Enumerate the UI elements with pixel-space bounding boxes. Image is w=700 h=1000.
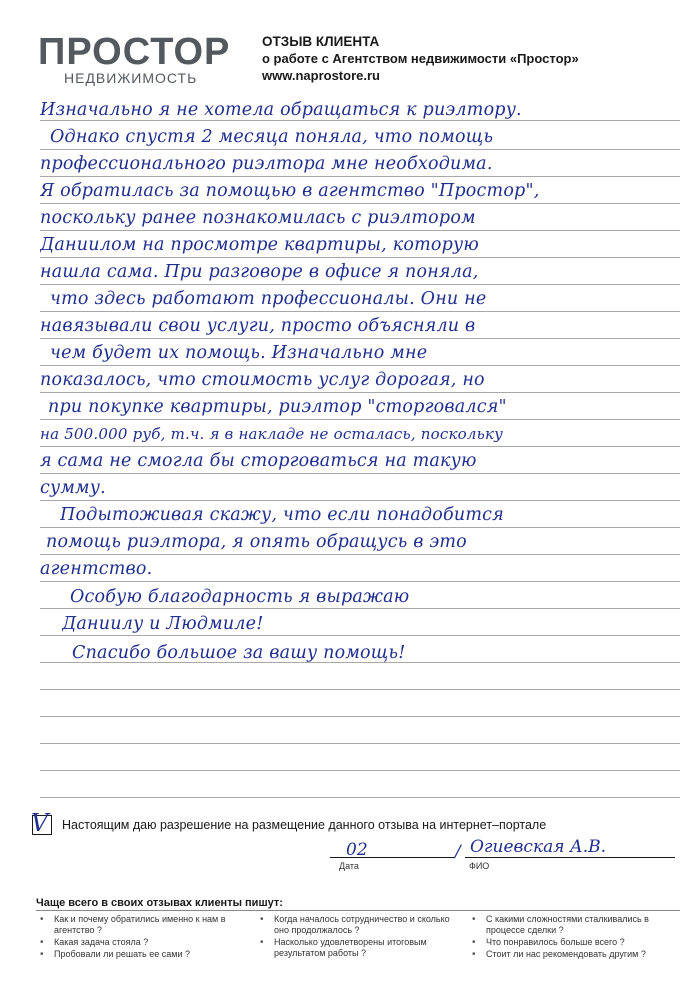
- ruled-line: [40, 770, 680, 771]
- signature-block: [300, 837, 690, 884]
- handwritten-line: агентство.: [40, 559, 153, 579]
- consent-checkbox[interactable]: [31, 809, 52, 837]
- tip-item: • Что понравилось больше всего ?: [468, 937, 682, 948]
- tips-column-1: [36, 914, 246, 961]
- ruled-line: [40, 689, 680, 690]
- handwritten-line: я сама не смогла бы сторговаться на такую: [40, 451, 477, 471]
- handwritten-line: на 500.000 руб, т.ч. я в накладе не осталась, поскольку: [40, 425, 504, 443]
- logo-subtitle: НЕДВИЖИМОСТЬ: [64, 70, 198, 86]
- handwritten-line: при покупке квартиры, риэлтор "сторговался": [48, 397, 507, 417]
- date-field-line: [330, 857, 455, 858]
- tip-item: • С какими сложностями сталкивались в процессе сделки ?: [468, 914, 682, 936]
- tips-column-3: [468, 914, 682, 961]
- fio-value: Огиевская А.В.: [470, 837, 607, 857]
- logo-wordmark: ПРОСТОР: [38, 31, 231, 73]
- handwritten-line: сумму.: [40, 478, 106, 498]
- handwritten-line: Даниилом на просмотре квартиры, которую: [40, 235, 479, 255]
- fio-field-line: [465, 857, 675, 858]
- date-value: 02: [346, 840, 368, 860]
- consent-row: [31, 809, 682, 839]
- tips-divider: [36, 910, 680, 911]
- handwritten-line: Спасибо большое за вашу помощь!: [72, 643, 406, 663]
- handwritten-line: показалось, что стоимость услуг дорогая, но: [40, 370, 485, 390]
- tips-title: Чаще всего в своих отзывах клиенты пишут:: [36, 897, 283, 909]
- tip-item: • Когда началось сотрудничество и сколько оно продолжалось ?: [256, 914, 456, 936]
- handwritten-line: профессионального риэлтора мне необходима.: [40, 154, 493, 174]
- ruled-line: [40, 797, 680, 798]
- consent-text: Настоящим даю разрешение на размещение данного отзыва на интернет–портале: [62, 818, 547, 832]
- tip-item: • Насколько удовлетворены итоговым результатом работы ?: [256, 937, 456, 959]
- handwritten-line: Даниилу и Людмиле!: [62, 614, 264, 634]
- tip-item: • Пробовали ли решать ее сами ?: [36, 949, 246, 960]
- website-link[interactable]: www.naprostore.ru: [262, 68, 380, 83]
- handwritten-line: Я обратилась за помощью в агентство "Простор",: [40, 181, 540, 201]
- handwritten-line: Особую благодарность я выражаю: [70, 587, 410, 607]
- handwritten-line: нашла сама. При разговоре в офисе я поняла,: [40, 262, 479, 282]
- handwritten-line: поскольку ранее познакомилась с риэлтором: [40, 208, 476, 228]
- handwritten-line: Однако спустя 2 месяца поняла, что помощь: [50, 127, 494, 147]
- tip-item: • Стоит ли нас рекомендовать другим ?: [468, 949, 682, 960]
- check-mark-icon: V: [31, 809, 49, 837]
- signature-separator: /: [455, 842, 461, 862]
- form-title: ОТЗЫВ КЛИЕНТА: [262, 34, 380, 49]
- tip-item: • Как и почему обратились именно к нам в агентство ?: [36, 914, 246, 936]
- ruled-line: [40, 743, 680, 744]
- tips-column-2: [256, 914, 456, 960]
- handwritten-line: помощь риэлтора, я опять обращусь в это: [46, 532, 467, 552]
- handwritten-line: Подытоживая скажу, что если понадобится: [60, 505, 504, 525]
- tip-item: • Какая задача стояла ?: [36, 937, 246, 948]
- date-label: Дата: [339, 861, 359, 871]
- ruled-line: [40, 716, 680, 717]
- fio-label: ФИО: [469, 861, 490, 871]
- handwritten-line: Изначально я не хотела обращаться к риэлтору.: [40, 100, 522, 120]
- handwritten-line: чем будет их помощь. Изначально мне: [50, 343, 428, 363]
- handwritten-line: что здесь работают профессионалы. Они не: [50, 289, 487, 309]
- handwritten-line: навязывали свои услуги, просто объясняли в: [40, 316, 476, 336]
- form-subtitle: о работе с Агентством недвижимости «Простор»: [262, 51, 579, 66]
